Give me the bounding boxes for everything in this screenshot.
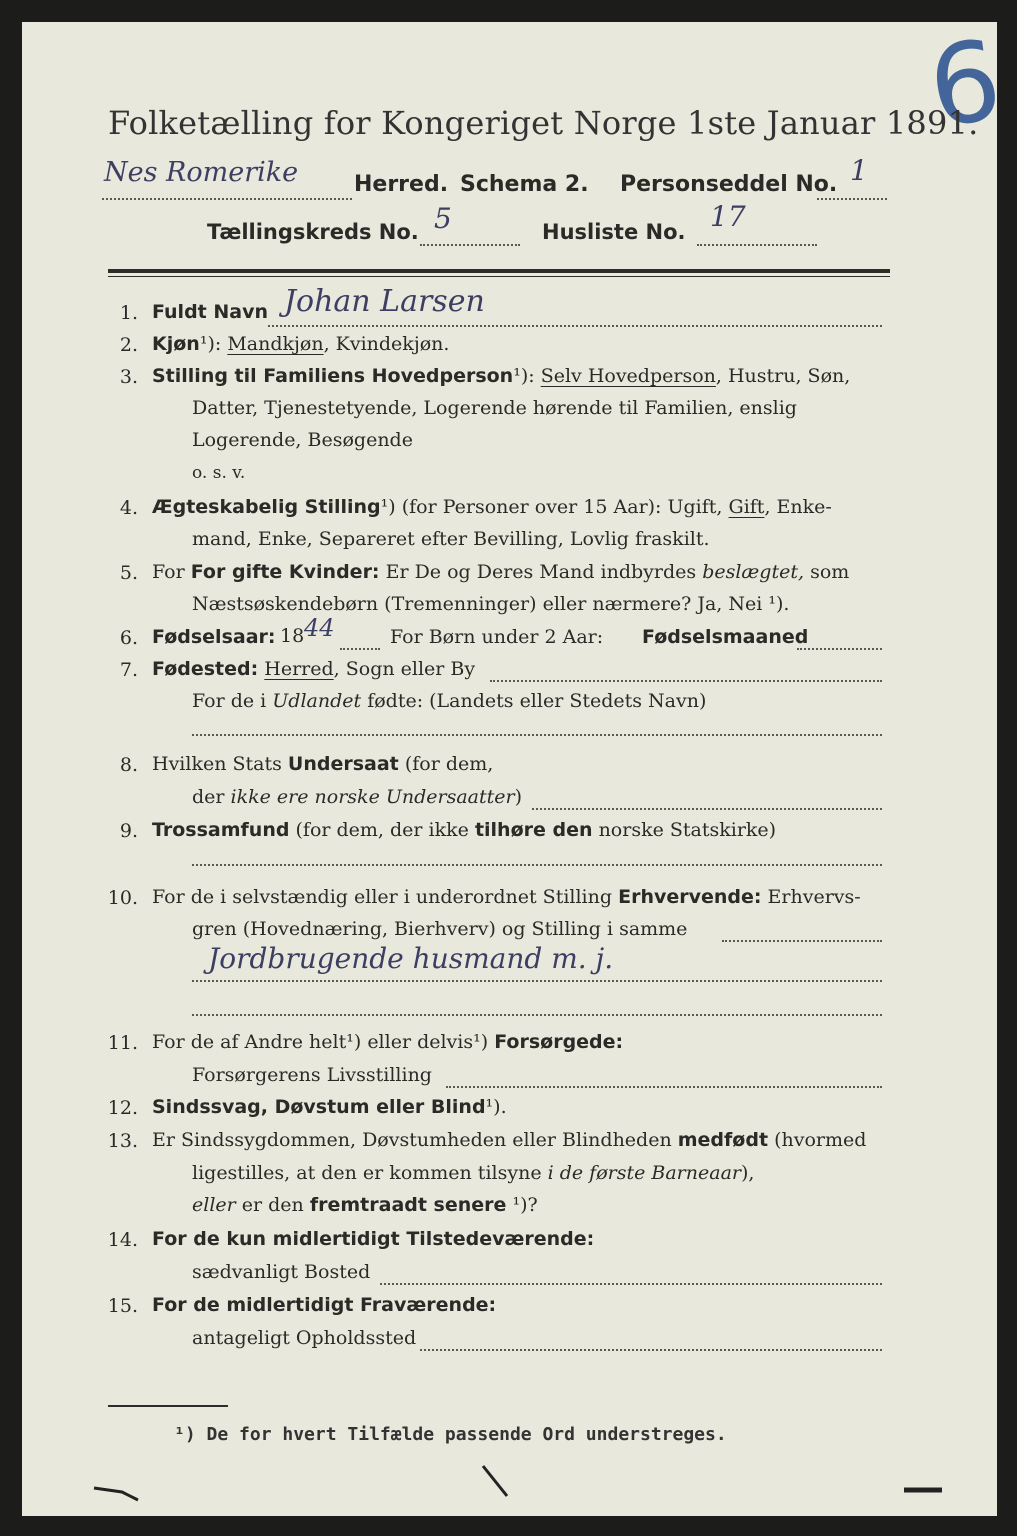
gender-option-other: , Kvindekjøn. xyxy=(323,333,450,355)
item-9-text: (for dem, der ikke xyxy=(295,819,469,841)
item-9-row xyxy=(152,819,776,841)
item-12-row xyxy=(152,1096,507,1118)
item-4-text2: , Enke- xyxy=(764,496,832,518)
item-4-row xyxy=(152,496,832,518)
item-13-row xyxy=(152,1129,866,1151)
item-8-text: Hvilken Stats xyxy=(152,753,282,775)
item-3-line3: Logerende, Besøgende xyxy=(192,429,413,451)
personseddel-label: Personseddel No. xyxy=(620,172,838,197)
item-5-number: 5. xyxy=(119,562,138,584)
item-11-row xyxy=(152,1031,623,1053)
item-13-line3a: eller xyxy=(192,1194,236,1216)
binding-mark-left-icon xyxy=(92,1476,152,1506)
item-12-label: Sindssvag, Døvstum eller Blind xyxy=(152,1096,486,1118)
footnote-text: ¹) De for hvert Tilfælde passende Ord understreges. xyxy=(174,1424,727,1445)
item-7-label: Fødested: xyxy=(152,658,259,680)
item-13-text2: (hvormed xyxy=(774,1129,867,1151)
item-2-label: Kjøn xyxy=(152,333,200,355)
item-9-label: Trossamfund xyxy=(152,819,290,841)
schema-label: Schema 2. xyxy=(460,172,589,197)
item-7-line2c: fødte: (Landets eller Stedets Navn) xyxy=(367,690,707,712)
item-5-emph: beslægtet, xyxy=(702,561,805,583)
item-10-text2: Erhvervs- xyxy=(767,886,861,908)
item-6-number: 6. xyxy=(119,627,138,649)
item-12-sup: ¹). xyxy=(485,1096,507,1118)
item-15-number: 15. xyxy=(107,1295,138,1317)
item-4-line2: mand, Enke, Separeret efter Bevilling, Lovlig fraskilt. xyxy=(192,528,710,550)
item-9-text3: norske Statskirke) xyxy=(598,819,777,841)
item-3-row xyxy=(152,365,850,387)
item-11-label: Forsørgede: xyxy=(494,1031,624,1053)
foreign-birthplace-line xyxy=(192,734,882,736)
item-11-sup2: ¹) xyxy=(473,1031,489,1053)
husliste-number: 17 xyxy=(710,200,746,233)
herred-dotted-line xyxy=(102,198,352,200)
item-5-text2: som xyxy=(810,561,850,583)
stay-location-line xyxy=(420,1349,882,1351)
item-11-sup1: ¹) xyxy=(346,1031,362,1053)
item-7-line2b: Udlandet xyxy=(272,690,362,712)
item-1-number: 1. xyxy=(119,302,138,324)
item-7-number: 7. xyxy=(119,659,138,681)
item-8-row xyxy=(152,753,493,775)
item-7-line2a: For de i xyxy=(192,690,267,712)
item-13-bold: medfødt xyxy=(677,1129,769,1151)
item-13-number: 13. xyxy=(107,1130,138,1152)
item-13-line3d: ¹)? xyxy=(512,1194,538,1216)
kreds-label: Tællingskreds No. xyxy=(207,220,419,244)
item-13-line2b: i de første Barneaar xyxy=(547,1162,741,1184)
item-13-line2 xyxy=(192,1162,754,1184)
birth-year-prefix: 18 xyxy=(280,625,305,647)
item-15-label: For de midlertidigt Fraværende: xyxy=(152,1294,497,1316)
birth-month-line xyxy=(797,648,882,650)
usual-residence-line xyxy=(380,1283,882,1285)
form-title: Folketælling for Kongeriget Norge 1ste Januar 1891. xyxy=(108,104,979,142)
item-9-bold: tilhøre den xyxy=(474,819,593,841)
personseddel-number: 1 xyxy=(850,154,868,187)
census-form xyxy=(22,15,1009,1516)
occupation-line-3 xyxy=(192,1014,882,1016)
item-13-line2a: ligestilles, at den er kommen tilsyne xyxy=(192,1162,542,1184)
item-8-number: 8. xyxy=(119,754,138,776)
item-13-line3c: fremtraadt senere xyxy=(309,1194,507,1216)
item-9-number: 9. xyxy=(119,820,138,842)
page-number-mark: 6 xyxy=(921,15,1009,153)
item-8-label: Undersaat xyxy=(287,753,399,775)
item-11-text: For de af Andre helt xyxy=(152,1031,347,1053)
item-13-line3b: er den xyxy=(241,1194,304,1216)
item-8-line2b: ikke ere norske Undersaatter xyxy=(230,786,515,808)
marital-option-selected: Gift xyxy=(728,496,765,518)
item-4-number: 4. xyxy=(119,497,138,519)
herred-name-handwritten: Nes Romerike xyxy=(104,157,299,188)
kreds-dotted-line xyxy=(420,244,520,246)
gender-option-selected: Mandkjøn xyxy=(227,333,324,355)
item-3-rest: , Hustru, Søn, xyxy=(715,365,851,387)
item-6-text2: For Børn under 2 Aar: xyxy=(390,626,604,648)
item-15-line2: antageligt Opholdssted xyxy=(192,1327,417,1349)
item-10-text: For de i selvstændig eller i underordnet Stilling xyxy=(152,886,613,908)
kreds-number: 5 xyxy=(434,202,452,235)
item-2-sup: ¹) xyxy=(199,333,215,355)
husliste-label: Husliste No. xyxy=(542,220,686,244)
item-13-line2c: ), xyxy=(741,1162,755,1184)
item-14-line2: sædvanligt Bosted xyxy=(192,1261,371,1283)
personseddel-dotted-line xyxy=(817,198,887,200)
birth-year-value: 44 xyxy=(304,614,335,642)
religion-line xyxy=(192,864,882,866)
item-1-label: Fuldt Navn xyxy=(152,301,269,323)
item-8-line2a: der xyxy=(192,786,225,808)
item-5-label: For gifte Kvinder: xyxy=(190,561,380,583)
item-11-line2: Forsørgerens Livsstilling xyxy=(192,1064,432,1086)
item-3-line4: o. s. v. xyxy=(192,463,246,483)
position-option-selected: Selv Hovedperson xyxy=(540,365,716,387)
header-rule-thick xyxy=(108,269,890,273)
birth-year-line xyxy=(340,648,380,650)
item-13-line3 xyxy=(192,1194,538,1216)
provider-line xyxy=(446,1086,882,1088)
item-10-row xyxy=(152,886,861,908)
header-rule-thin xyxy=(108,276,890,277)
nationality-line xyxy=(532,808,882,810)
item-14-label: For de kun midlertidigt Tilstedeværende: xyxy=(152,1228,595,1250)
item-10-number: 10. xyxy=(107,887,138,909)
item-5-line2: Næstsøskendebørn (Tremenninger) eller nærmere? Ja, Nei ¹). xyxy=(192,593,790,615)
binding-mark-right-icon xyxy=(902,1480,962,1500)
item-5-row: For For gifte Kvinder: Er De og Deres Mand indbyrdes beslægtet, som xyxy=(152,561,850,583)
item-7-rest: , Sogn eller By xyxy=(333,658,476,680)
full-name-value: Johan Larsen xyxy=(284,284,485,319)
footnote-rule xyxy=(108,1405,228,1407)
item-5-text: Er De og Deres Mand indbyrdes xyxy=(385,561,697,583)
herred-label: Herred. xyxy=(354,172,449,197)
item-8-line2c: ) xyxy=(514,786,523,808)
item-4-text: (for Personer over 15 Aar): Ugift, xyxy=(401,496,723,518)
item-8-line2 xyxy=(192,786,522,808)
item-7-row xyxy=(152,658,475,680)
item-3-line2: Datter, Tjenestetyende, Logerende hørende til Familien, enslig xyxy=(192,397,797,419)
item-12-number: 12. xyxy=(107,1097,138,1119)
full-name-line xyxy=(268,325,882,327)
item-6-label: Fødselsaar: xyxy=(152,626,276,648)
item-11-text2: eller delvis xyxy=(367,1031,474,1053)
husliste-dotted-line xyxy=(697,244,817,246)
item-11-number: 11. xyxy=(107,1032,138,1054)
birthplace-line xyxy=(490,680,882,682)
item-4-label: Ægteskabelig Stilling xyxy=(152,496,381,518)
item-8-text2: (for dem, xyxy=(404,753,494,775)
item-10-line2: gren (Hovednæring, Bierhverv) og Stilling i samme xyxy=(192,918,688,940)
item-4-sup: ¹) xyxy=(380,496,396,518)
occupation-value: Jordbrugende husmand m. j. xyxy=(208,942,614,975)
occupation-line-2 xyxy=(192,980,882,982)
item-3-number: 3. xyxy=(119,366,138,388)
item-14-number: 14. xyxy=(107,1229,138,1251)
binding-mark-center-icon xyxy=(477,1462,517,1502)
item-13-text: Er Sindssygdommen, Døvstumheden eller Blindheden xyxy=(152,1129,672,1151)
item-3-sup: ¹): xyxy=(513,365,535,387)
item-2-row: Kjøn¹): Mandkjøn, Kvindekjøn. xyxy=(152,333,450,355)
birthplace-option-selected: Herred xyxy=(264,658,334,680)
item-6-label2: Fødselsmaaned xyxy=(642,626,809,648)
item-7-line2 xyxy=(192,690,706,712)
item-10-label: Erhvervende: xyxy=(618,886,762,908)
item-2-number: 2. xyxy=(119,334,138,356)
occupation-line-1 xyxy=(722,940,882,942)
item-3-label: Stilling til Familiens Hovedperson xyxy=(152,365,514,387)
